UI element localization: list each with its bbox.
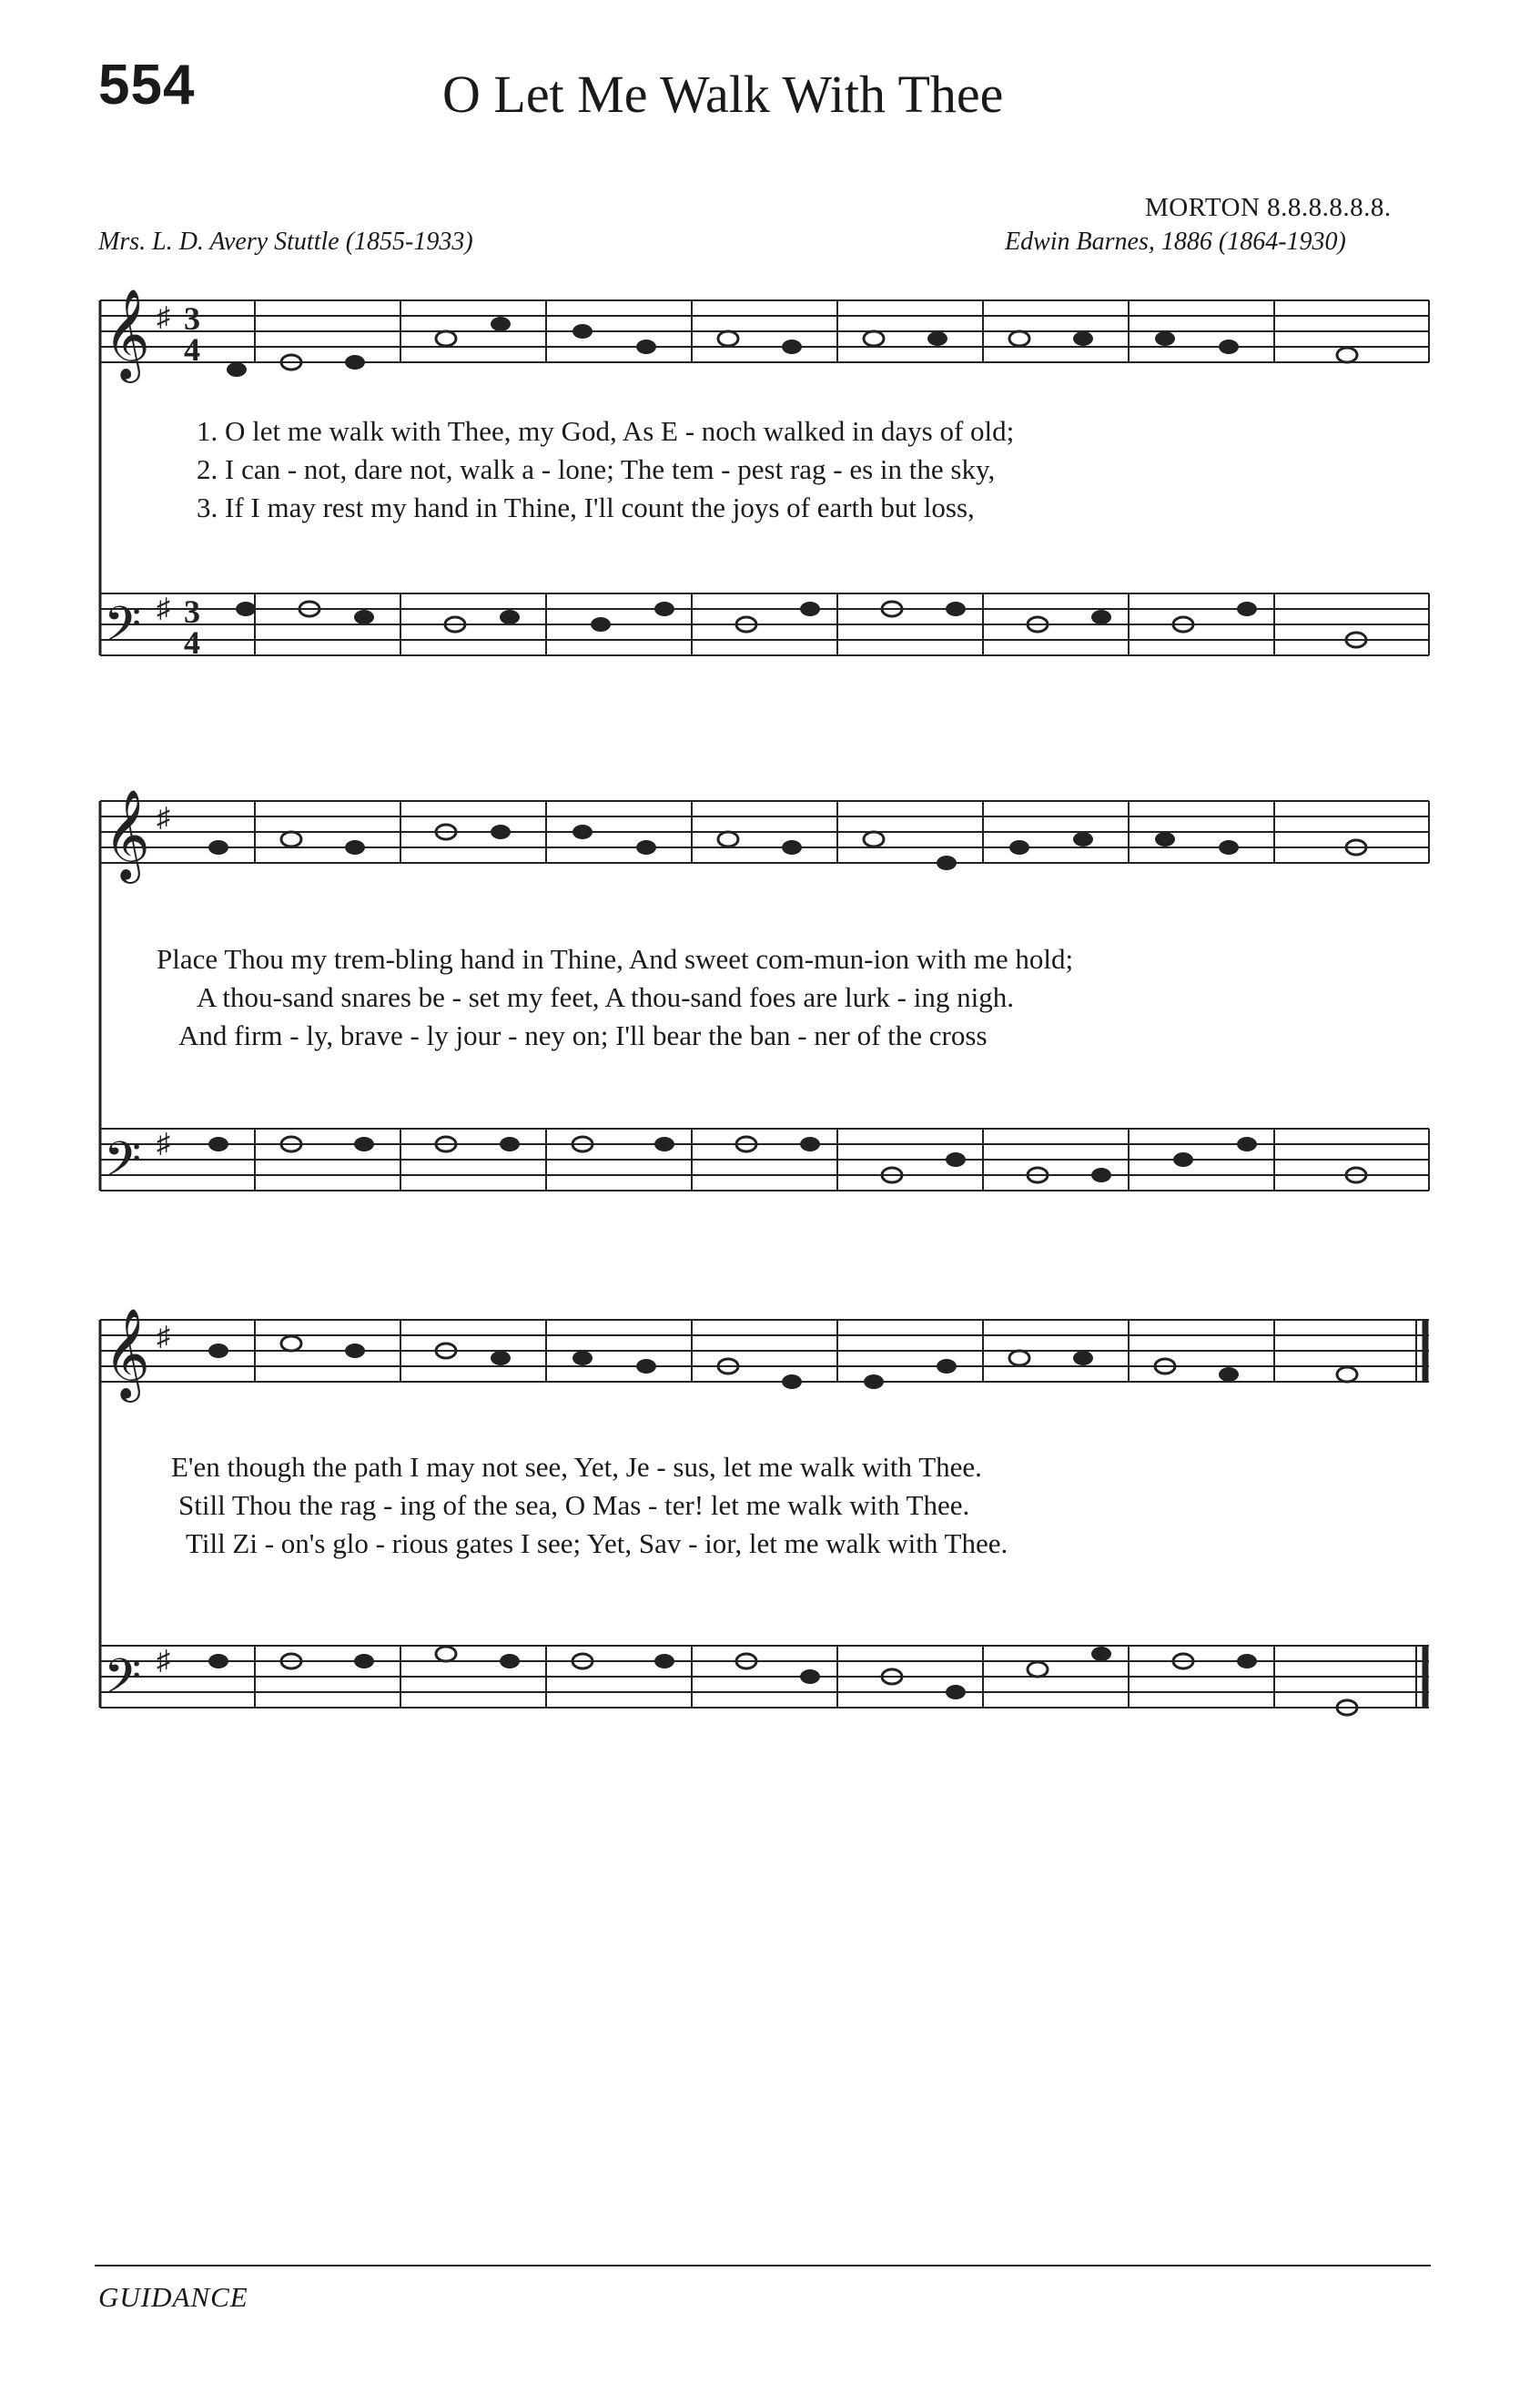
composer-credit: Edwin Barnes, 1886 (1864-1930) (1005, 228, 1346, 256)
lyrics-system-3-verse-3: Till Zi - on's glo - rious gates I see; Yet, Sav - ior, let me walk with Thee. (186, 1527, 1008, 1559)
lyrics-system-2-verse-3: And firm - ly, brave - ly jour - ney on; I'll bear the ban - ner of the cross (178, 1019, 988, 1051)
svg-text:♯: ♯ (157, 1646, 170, 1676)
svg-text:3: 3 (184, 593, 200, 630)
svg-text:♯: ♯ (157, 803, 170, 833)
svg-text:♯: ♯ (157, 302, 170, 332)
lyrics-system-3-verse-2: Still Thou the rag - ing of the sea, O Mas - ter! let me walk with Thee. (178, 1489, 970, 1521)
author-credit: Mrs. L. D. Avery Stuttle (1855-1933) (98, 228, 473, 256)
svg-text:𝄞: 𝄞 (104, 289, 150, 380)
lyrics-system-1-verse-2: 2. I can - not, dare not, walk a - lone; The tem - pest rag - es in the sky, (197, 453, 996, 485)
svg-text:𝄢: 𝄢 (104, 597, 142, 664)
category-label: GUIDANCE (98, 2281, 248, 2313)
lyrics-system-2-verse-2: A thou-sand snares be - set my feet, A thou-sand foes are lurk - ing nigh. (197, 981, 1014, 1013)
svg-text:♯: ♯ (157, 1322, 170, 1352)
footer-rule (95, 2265, 1431, 2266)
svg-text:♯: ♯ (157, 593, 170, 624)
svg-text:♯: ♯ (157, 1129, 170, 1159)
hymn-title: O Let Me Walk With Thee (442, 65, 1004, 124)
svg-text:4: 4 (184, 331, 200, 368)
lyrics-system-3-verse-1: E'en though the path I may not see, Yet, Je - sus, let me walk with Thee. (171, 1451, 982, 1483)
lyrics-system-1-verse-1: 1. O let me walk with Thee, my God, As E - noch walked in days of old; (197, 415, 1015, 447)
lyrics-system-1-verse-3: 3. If I may rest my hand in Thine, I'll count the joys of earth but loss, (197, 492, 975, 523)
svg-text:3: 3 (184, 300, 200, 337)
svg-text:4: 4 (184, 624, 200, 661)
music-system-1 (91, 273, 1438, 701)
svg-text:𝄞: 𝄞 (104, 789, 150, 880)
svg-text:𝄞: 𝄞 (104, 1308, 150, 1399)
hymn-number: 554 (98, 54, 196, 117)
svg-text:𝄢: 𝄢 (104, 1132, 142, 1200)
lyrics-system-2-verse-1: Place Thou my trem-bling hand in Thine, And sweet com-mun-ion with me hold; (157, 943, 1074, 975)
tune-name: MORTON 8.8.8.8.8.8. (1145, 193, 1392, 222)
svg-text:𝄢: 𝄢 (104, 1649, 142, 1717)
